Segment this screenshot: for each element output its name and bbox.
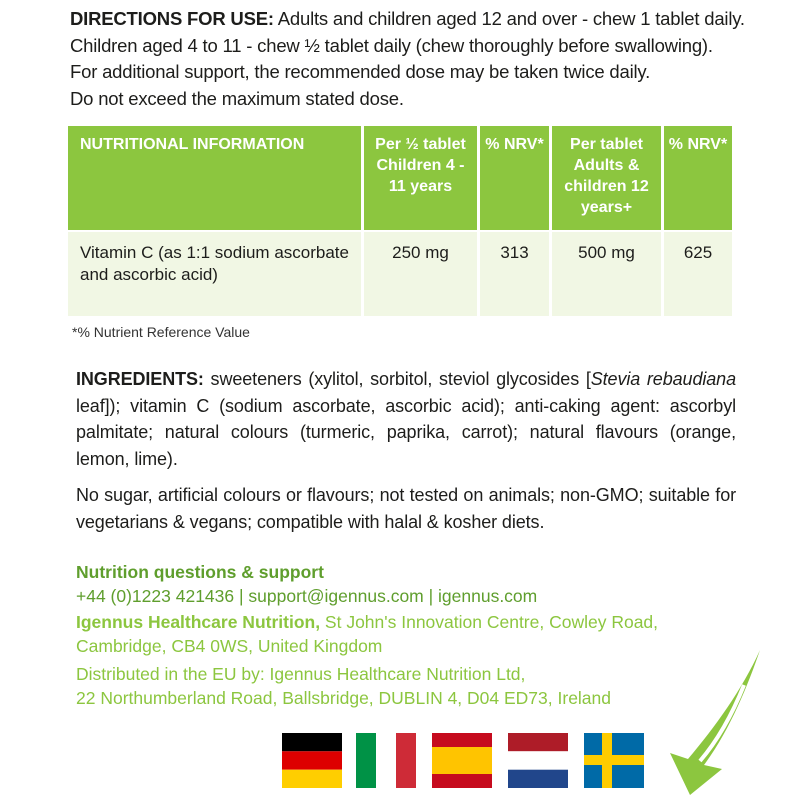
company-name: Igennus Healthcare Nutrition, [76, 612, 321, 632]
directions-line-1: DIRECTIONS FOR USE: Adults and children aged 12 and over - chew 1 tablet daily. [70, 8, 745, 29]
table-cell-nutrient: Vitamin C (as 1:1 sodium ascorbate and ascorbic acid) [68, 232, 361, 316]
table-header-per-tablet: Per tablet Adults & children 12 years+ [552, 126, 661, 230]
support-line: +44 (0)1223 421436 | support@igennus.com | igennus.com [76, 586, 538, 606]
netherlands-flag-icon [508, 733, 568, 788]
ingredients-latin-name: Stevia rebaudiana [590, 369, 736, 389]
company-address-line-1: Igennus Healthcare Nutrition, St John's Innovation Centre, Cowley Road, [76, 612, 659, 632]
table-header-info: NUTRITIONAL INFORMATION [68, 126, 361, 230]
italy-flag-icon [356, 733, 416, 788]
nutrition-table [68, 126, 732, 316]
support-heading: Nutrition questions & support [76, 562, 324, 582]
brand-arrow-icon [660, 645, 770, 795]
directions-line-3: For additional support, the recommended dose may be taken twice daily. [70, 61, 651, 82]
nrv-footnote: *% Nutrient Reference Value [72, 324, 250, 340]
table-header-per-half-tablet: Per ½ tablet Children 4 - 11 years [364, 126, 477, 230]
directions-line-2: Children aged 4 to 11 - chew ½ tablet daily (chew thoroughly before swallowing). [70, 34, 713, 56]
contact-section [76, 560, 756, 710]
table-cell-child-nrv: 313 [480, 232, 549, 316]
table-cell-adult-nrv: 625 [664, 232, 732, 316]
claims-paragraph: No sugar, artificial colours or flavours; not tested on animals; non-GMO; suitable for vegetarians & vegans; compatible with halal & kosher diets. [76, 485, 736, 532]
eu-distributor-line-2: 22 Northumberland Road, Ballsbridge, DUBLIN 4, D04 ED73, Ireland [76, 688, 612, 708]
ingredients-paragraph: INGREDIENTS: sweeteners (xylitol, sorbitol, steviol glycosides [Stevia rebaudiana leaf]); vitamin C (sodium ascorbate, ascorbic acid); anti-caking agent: ascorbyl palmitate; natural colours (turmeric, paprika, carrot); natural flavours (orange, lemon, lime). [76, 369, 736, 469]
directions-line-4: Do not exceed the maximum stated dose. [70, 87, 404, 109]
germany-flag-icon [282, 733, 342, 788]
company-address-line-2: Cambridge, CB4 0WS, United Kingdom [76, 636, 383, 656]
directions-section [70, 6, 770, 112]
table-cell-child-amount: 250 mg [364, 232, 477, 316]
table-cell-adult-amount: 500 mg [552, 232, 661, 316]
ingredients-label: INGREDIENTS: [76, 369, 204, 389]
table-header-nrv-1: % NRV* [480, 126, 549, 230]
eu-distributor-line-1: Distributed in the EU by: Igennus Healthcare Nutrition Ltd, [76, 664, 526, 684]
spain-flag-icon [432, 733, 492, 788]
table-header-nrv-2: % NRV* [664, 126, 732, 230]
directions-heading: DIRECTIONS FOR USE: [70, 8, 274, 29]
sweden-flag-icon [584, 733, 644, 788]
